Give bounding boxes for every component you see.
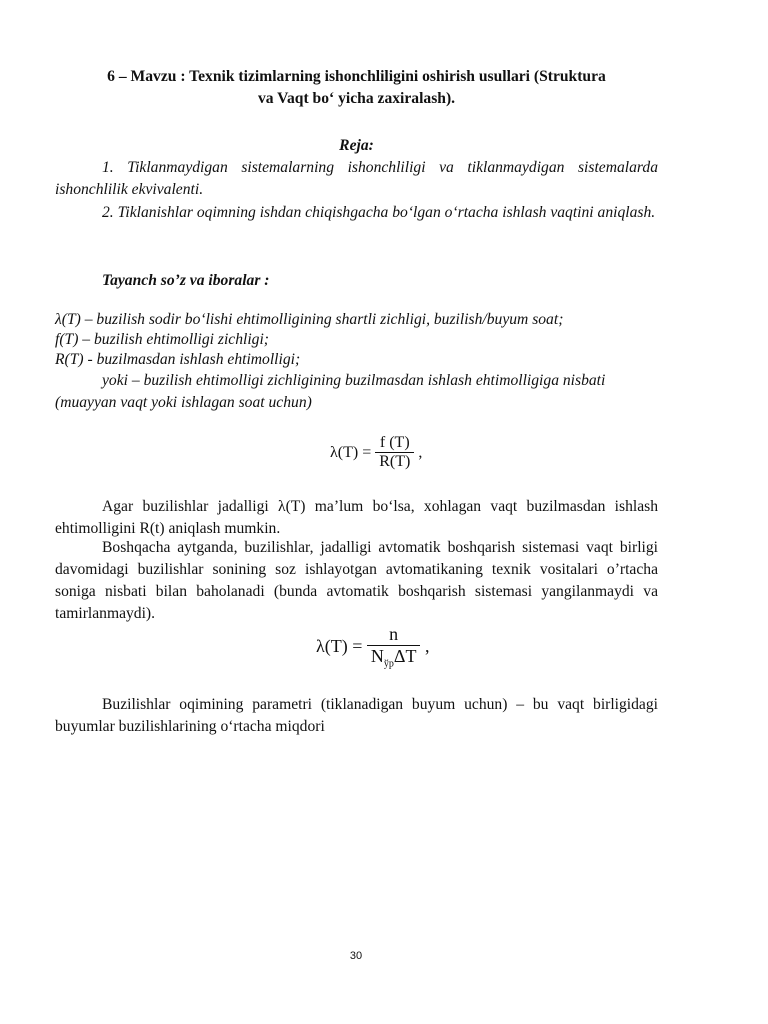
formula-1-lhs: λ(T) = <box>330 443 372 461</box>
plan-heading: Reja: <box>339 137 374 154</box>
formula-failure-rate <box>330 434 422 478</box>
title-line-2: va Vaqt bo‘ yicha zaxiralash). <box>257 90 456 107</box>
formula-1-comma: , <box>418 443 423 461</box>
term-lambda: λ(T) – buzilish sodir bo‘lishi ehtimolligining shartli zichligi, buzilish/buyum soat; <box>55 311 564 328</box>
term-description: yoki – buzilish ehtimolligi zichligining buzilmasdan ishlash ehtimolligiga nisbati (muayyan vaqt yoki ishlagan soat uchun) <box>55 372 606 411</box>
formula-1-denominator: R(T) <box>379 453 411 470</box>
formula-2-lhs: λ(T) = <box>316 636 363 657</box>
formula-2-comma: , <box>424 636 430 657</box>
plan-item-2: 2. Tiklanishlar oqimning ishdan chiqishgacha bo‘lgan o‘rtacha ishlash vaqtini aniqlash. <box>102 204 656 221</box>
keywords-heading: Tayanch so’z va iboralar : <box>102 272 270 289</box>
formula-2-denominator-sub: ўр <box>383 658 394 670</box>
term-r: R(T) - buzilmasdan ishlash ehtimolligi; <box>55 351 301 368</box>
title-line-1: 6 – Mavzu : Texnik tizimlarning ishonchliligini oshirish usullari (Struktura <box>107 68 606 85</box>
formula-2-denominator-tail: ΔT <box>393 646 417 666</box>
formula-statistical-rate <box>316 624 429 674</box>
page-title <box>55 66 658 110</box>
term-f: f(T) – buzilish ehtimolligi zichligi; <box>55 331 269 348</box>
formula-2-numerator: n <box>367 624 421 646</box>
formula-1-numerator: f (T) <box>375 434 414 453</box>
paragraph-boshqacha: Boshqacha aytganda, buzilishlar, jadalligi avtomatik boshqarish sistemasi vaqt birligi davomidagi buzilishlar sonining soz ishlayotgan avtomatikaning texnik vositalari o’rtacha soniga nisbati bilan baholanadi (bunda avtomatik boshqarish sistemasi yangilanmaydi va tamirlanmaydi). <box>55 539 658 622</box>
formula-2-denominator-main: N <box>370 646 384 666</box>
formula-2-denominator <box>367 646 421 670</box>
paragraph-buzilishlar: Buzilishlar oqimining parametri (tiklanadigan buyum uchun) – bu vaqt birligidagi buyumlar buzilishlarining o‘rtacha miqdori <box>55 696 658 735</box>
formula-2-fraction <box>367 624 421 670</box>
formula-1-fraction <box>375 434 414 471</box>
page-number: 30 <box>349 950 363 962</box>
paragraph-agar: Agar buzilishlar jadalligi λ(T) ma’lum bo‘lsa, xohlagan vaqt buzilmasdan ishlash ehtimolligini R(t) aniqlash mumkin. <box>55 498 658 537</box>
plan-item-1: 1. Tiklanmaydigan sistemalarning ishonchliligi va tiklanmaydigan sistemalarda ishonchlilik ekvivalenti. <box>55 159 658 198</box>
